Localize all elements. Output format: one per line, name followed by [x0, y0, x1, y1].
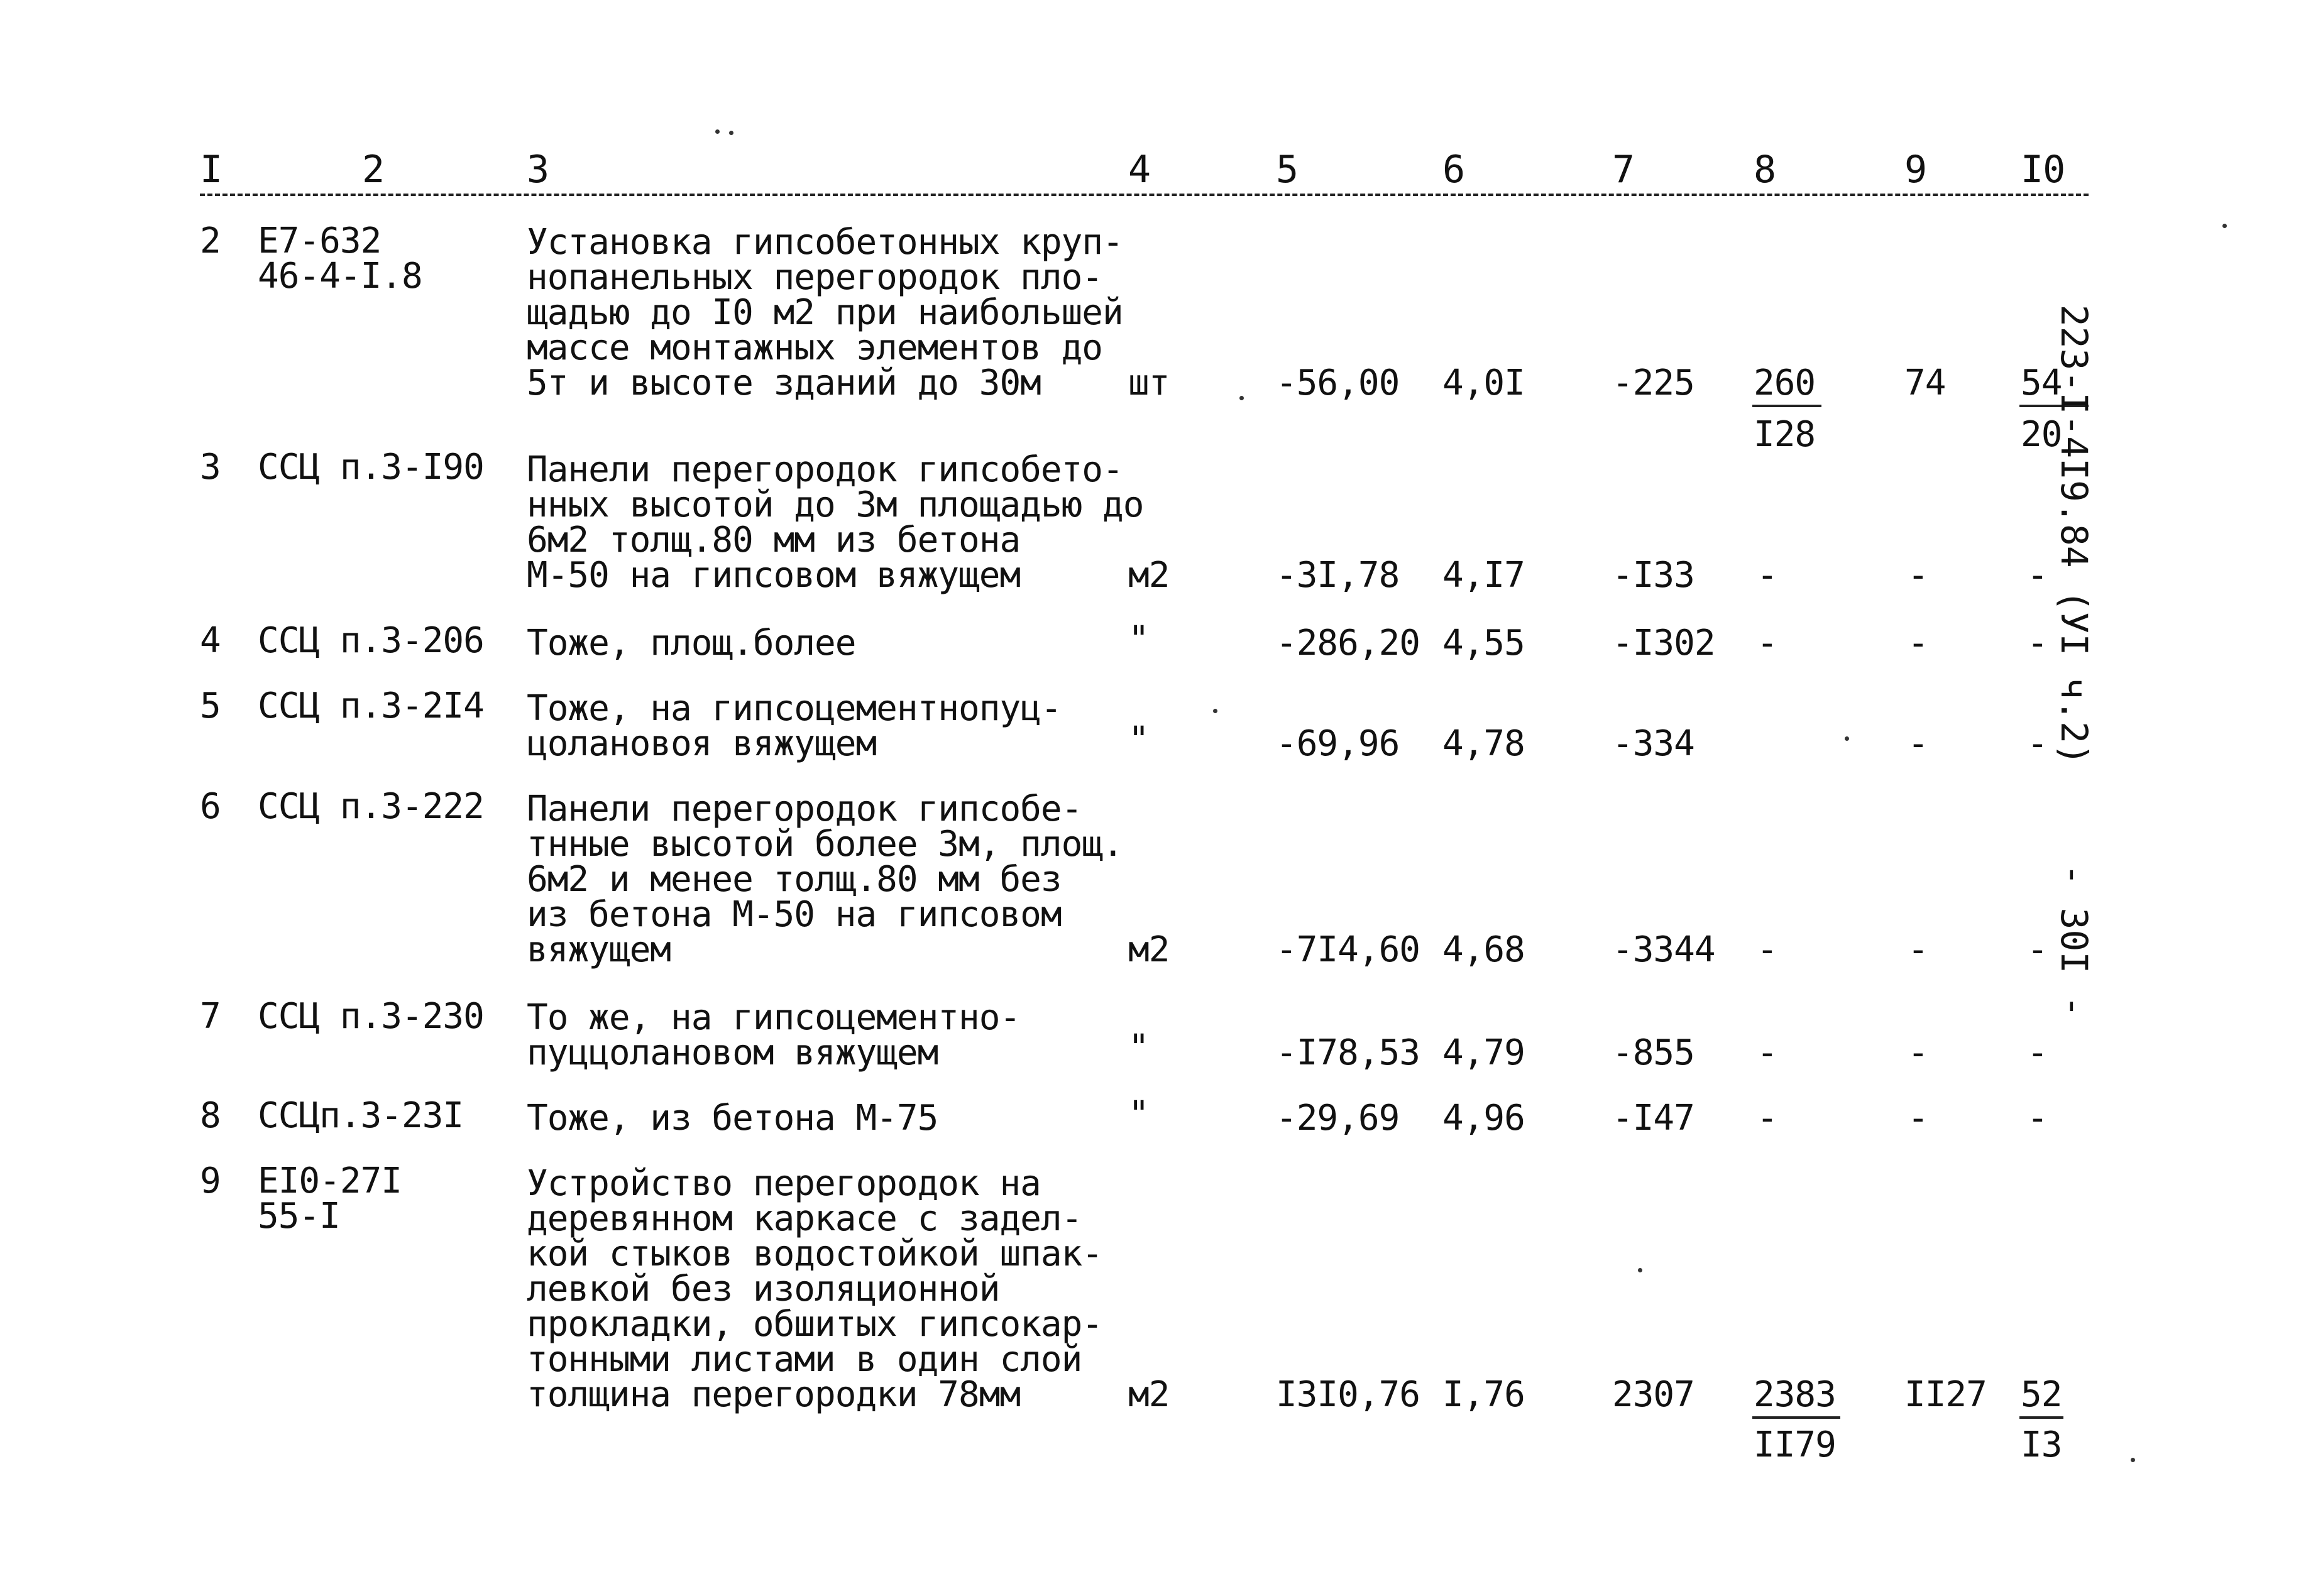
row-col-10: - [2027, 555, 2048, 596]
header-col-2: 2 [362, 148, 385, 192]
row-number: 8 [200, 1095, 221, 1136]
header-col-5: 5 [1276, 148, 1299, 192]
row-unit: м2 [1128, 929, 1170, 970]
row-col-9: - [1908, 723, 1928, 764]
scan-speck [2131, 1458, 2135, 1462]
row-number: 7 [200, 996, 221, 1037]
row-col-6: 4,79 [1442, 1032, 1525, 1073]
row-number: 2 [200, 221, 221, 261]
row-col-10-numerator: 52 [2021, 1374, 2062, 1415]
row-col-9: - [1908, 555, 1928, 596]
row-code: 55-I [258, 1196, 340, 1237]
row-code: ЕI0-27I [258, 1161, 402, 1201]
row-code: ССЦ п.3-230 [258, 996, 484, 1037]
document-code: 223-I-4I9.84 (УI ч.2) [2053, 304, 2095, 765]
row-col-6: 4,0I [1442, 363, 1525, 403]
fraction-bar [1752, 405, 1821, 407]
row-description: щадью до I0 м2 при наибольшей [527, 292, 1123, 333]
row-col-10: - [2027, 1098, 2048, 1139]
row-unit: шт [1128, 363, 1170, 403]
header-col-6: 6 [1442, 148, 1465, 192]
row-col-10: - [2027, 929, 2048, 970]
row-col-6: 4,96 [1442, 1098, 1525, 1139]
row-col-8: - [1757, 555, 1777, 596]
row-col-5: -29,69 [1276, 1098, 1400, 1139]
header-col-1: I [200, 148, 222, 192]
row-description: Тоже, площ.более [527, 623, 856, 664]
row-description: массе монтажных элементов до [527, 327, 1103, 368]
row-code: ССЦ п.3-2I4 [258, 686, 484, 726]
scan-speck [1213, 709, 1217, 713]
scan-speck [715, 129, 720, 134]
row-description: Устройство перегородок на [527, 1163, 1041, 1204]
row-number: 4 [200, 620, 221, 661]
row-description: тонными листами в один слой [527, 1339, 1082, 1380]
row-col-8: - [1757, 1032, 1777, 1073]
row-number: 6 [200, 786, 221, 827]
row-col-10: - [2027, 1032, 2048, 1073]
fraction-bar [2019, 1416, 2063, 1419]
row-col-8-denominator: I28 [1754, 414, 1816, 455]
row-col-8: - [1757, 623, 1777, 664]
row-description: цолановоя вяжущем [527, 723, 877, 764]
row-col-9: - [1908, 1032, 1928, 1073]
header-col-9: 9 [1904, 148, 1927, 192]
row-description: Панели перегородок гипсобе- [527, 789, 1082, 829]
page-number: - 30I - [2053, 863, 2095, 1018]
row-description: Панели перегородок гипсобето- [527, 449, 1123, 490]
row-description: Установка гипсобетонных круп- [527, 222, 1123, 263]
row-description: толщина перегородки 78мм [527, 1374, 1021, 1415]
row-description: Тоже, из бетона М-75 [527, 1098, 938, 1139]
row-col-10-denominator: I3 [2021, 1424, 2062, 1465]
header-rule [200, 194, 2089, 196]
row-code: ССЦп.3-23I [258, 1095, 464, 1136]
row-col-7: -855 [1612, 1032, 1694, 1073]
row-col-9: 74 [1904, 363, 1946, 403]
row-col-7: -225 [1612, 363, 1694, 403]
row-unit: " [1128, 1094, 1149, 1135]
header-col-10: I0 [2021, 148, 2065, 192]
row-description: тнные высотой более 3м, площ. [527, 824, 1123, 865]
header-col-8: 8 [1754, 148, 1776, 192]
row-description: пуццолановом вяжущем [527, 1032, 938, 1073]
row-col-9: - [1908, 623, 1928, 664]
row-unit: м2 [1128, 1374, 1170, 1415]
header-col-3: 3 [527, 148, 549, 192]
row-description: 6м2 и менее толщ.80 мм без [527, 859, 1062, 900]
row-col-5: -7I4,60 [1276, 929, 1420, 970]
row-description: деревянном каркасе с задел- [527, 1198, 1082, 1239]
row-col-5: -69,96 [1276, 723, 1400, 764]
row-col-8: - [1757, 929, 1777, 970]
header-col-7: 7 [1612, 148, 1635, 192]
row-col-10-numerator: 54 [2021, 363, 2062, 403]
row-col-8: - [1757, 1098, 1777, 1139]
row-unit: " [1128, 619, 1149, 660]
row-col-6: 4,68 [1442, 929, 1525, 970]
row-description: кой стыков водостойкой шпак- [527, 1233, 1103, 1274]
row-code: 46-4-I.8 [258, 256, 422, 297]
scan-speck [1638, 1268, 1642, 1272]
scan-speck [1845, 736, 1849, 741]
row-col-10-denominator: 20 [2021, 414, 2062, 455]
header-col-4: 4 [1128, 148, 1151, 192]
row-col-7: -334 [1612, 723, 1694, 764]
row-unit: " [1128, 1027, 1149, 1068]
row-col-5: -56,00 [1276, 363, 1400, 403]
row-code: ССЦ п.3-222 [258, 786, 484, 827]
row-col-9: - [1908, 1098, 1928, 1139]
row-col-5: -I78,53 [1276, 1032, 1420, 1073]
row-unit: м2 [1128, 555, 1170, 596]
row-description: М-50 на гипсовом вяжущем [527, 555, 1021, 596]
row-description: 6м2 толщ.80 мм из бетона [527, 520, 1021, 560]
fraction-bar [1752, 1416, 1840, 1419]
row-code: ССЦ п.3-I90 [258, 447, 484, 488]
scan-speck [729, 131, 733, 135]
row-col-6: 4,55 [1442, 623, 1525, 664]
row-col-8-denominator: II79 [1754, 1424, 1836, 1465]
row-col-6: 4,78 [1442, 723, 1525, 764]
row-description: 5т и высоте зданий до 30м [527, 363, 1041, 403]
row-description: из бетона М-50 на гипсовом [527, 894, 1062, 935]
row-description: левкой без изоляционной [527, 1269, 1000, 1309]
row-col-8-numerator: 2383 [1754, 1374, 1836, 1415]
row-number: 3 [200, 447, 221, 488]
row-number: 5 [200, 686, 221, 726]
row-description: То же, на гипсоцементно- [527, 997, 1021, 1038]
row-col-9: II27 [1904, 1374, 1987, 1415]
row-description: вяжущем [527, 929, 671, 970]
row-description: нных высотой до 3м площадью до [527, 484, 1144, 525]
row-col-7: -I33 [1612, 555, 1694, 596]
row-col-5: I3I0,76 [1276, 1374, 1420, 1415]
row-description: Тоже, на гипсоцементнопуц- [527, 688, 1062, 729]
row-col-7: -I47 [1612, 1098, 1694, 1139]
scan-speck [1239, 396, 1244, 400]
row-col-10: - [2027, 623, 2048, 664]
row-col-10: - [2027, 723, 2048, 764]
row-code: ССЦ п.3-206 [258, 620, 484, 661]
scan-speck [2222, 224, 2227, 228]
row-description: прокладки, обшитых гипсокар- [527, 1304, 1103, 1345]
page-number-label [2053, 776, 2140, 1018]
row-col-7: 2307 [1612, 1374, 1694, 1415]
row-col-9: - [1908, 929, 1928, 970]
row-col-7: -I302 [1612, 623, 1715, 664]
row-description: нопанельных перегородок пло- [527, 257, 1103, 298]
row-col-6: 4,I7 [1442, 555, 1525, 596]
row-unit: " [1128, 719, 1149, 760]
row-col-7: -3344 [1612, 929, 1715, 970]
row-col-5: -3I,78 [1276, 555, 1400, 596]
row-col-6: I,76 [1442, 1374, 1525, 1415]
row-col-5: -286,20 [1276, 623, 1420, 664]
row-col-8-numerator: 260 [1754, 363, 1816, 403]
row-number: 9 [200, 1161, 221, 1201]
row-code: Е7-632 [258, 221, 382, 261]
